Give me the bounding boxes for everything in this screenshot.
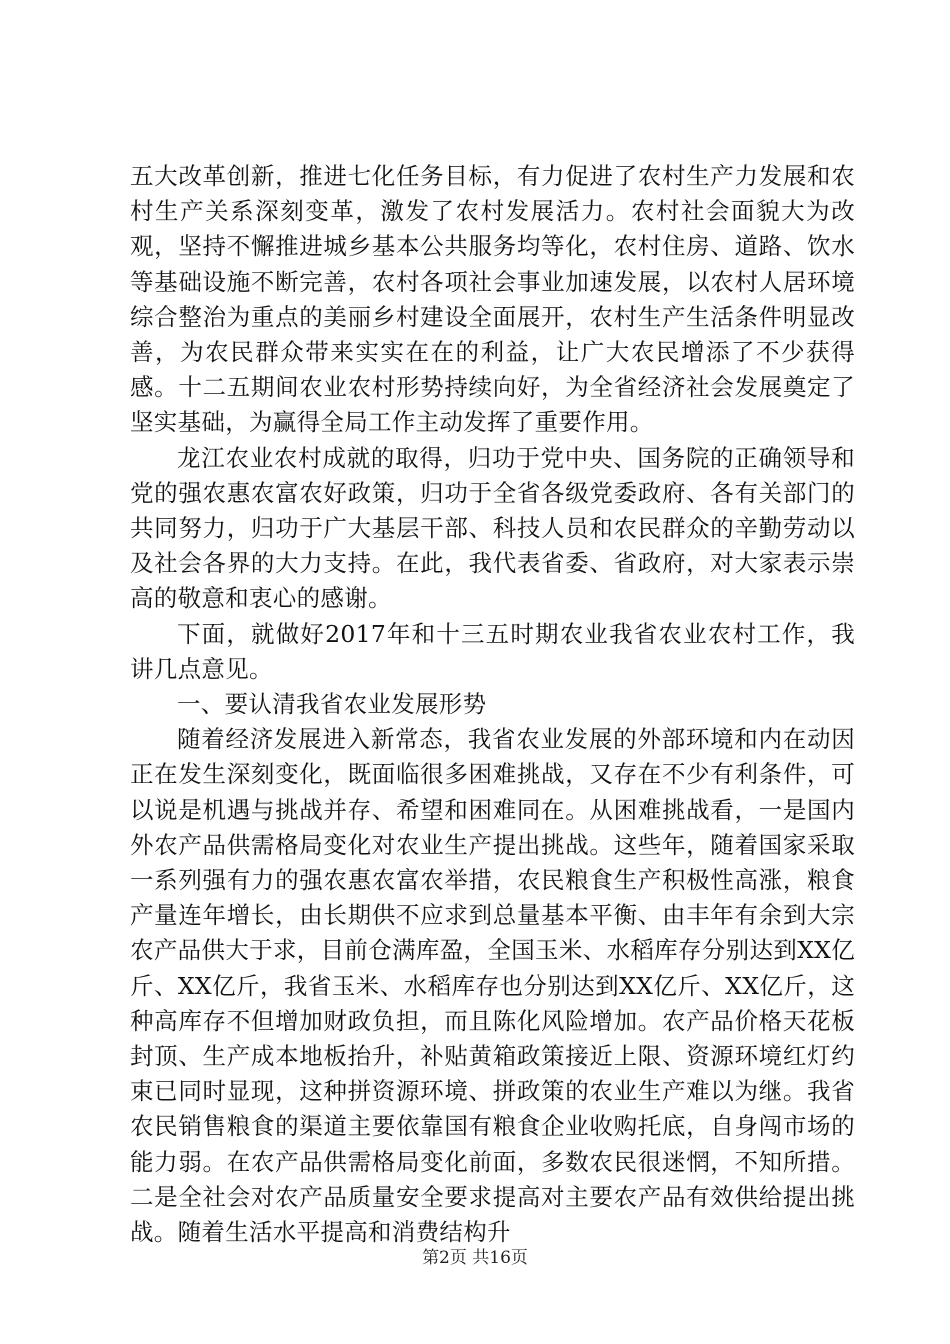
paragraph: 下面，就做好2017年和十三五时期农业我省农业农村工作，我讲几点意见。	[130, 619, 855, 683]
paragraph: 龙江农业农村成就的取得，归功于党中央、国务院的正确领导和党的强农惠农富农好政策，归功于全省各级党委政府、各有关部门的共同努力，归功于广大基层干部、科技人员和农民群众的辛勤劳动以及社会各界的大力支持。在此，我代表省委、省政府，对大家表示崇高的敬意和衷心的感谢。	[130, 443, 855, 613]
paragraph: 随着经济发展进入新常态，我省农业发展的外部环境和内在动因正在发生深刻变化，既面临很多困难挑战，又存在不少有利条件，可以说是机遇与挑战并存、希望和困难同在。从困难挑战看，一是国内外农产品供需格局变化对农业生产提出挑战。这些年，随着国家采取一系列强有力的强农惠农富农举措，农民粮食生产积极性高涨，粮食产量连年增长，由长期供不应求到总量基本平衡、由丰年有余到大宗农产品供大于求，目前仓满库盈，全国玉米、水稻库存分别达到XX亿斤、XX亿斤，我省玉米、水稻库存也分别达到XX亿斤、XX亿斤，这种高库存不但增加财政负担，而且陈化风险增加。农产品价格天花板封顶、生产成本地板抬升，补贴黄箱政策接近上限、资源环境红灯约束已同时显现，这种拼资源环境、拼政策的农业生产难以为继。我省农民销售粮食的渠道主要依靠国有粮食企业收购托底，自身闯市场的能力弱。在农产品供需格局变化前面，多数农民很迷惘，不知所措。二是全社会对农产品质量安全要求提高对主要农产品有效供给提出挑战。随着生活水平提高和消费结构升	[130, 725, 855, 1247]
section-heading: 一、要认清我省农业发展形势	[177, 690, 487, 719]
page-footer: 第2页 共16页	[422, 1248, 528, 1268]
paragraph: 五大改革创新，推进七化任务目标，有力促进了农村生产力发展和农村生产关系深刻变革，激发了农村发展活力。农村社会面貌大为改观，坚持不懈推进城乡基本公共服务均等化，农村住房、道路、饮水等基础设施不断完善，农村各项社会事业加速发展，以农村人居环境综合整治为重点的美丽乡村建设全面展开，农村生产生活条件明显改善，为农民群众带来实实在在的利益，让广大农民增添了不少获得感。十二五期间农业农村形势持续向好，为全省经济社会发展奠定了坚实基础，为赢得全局工作主动发挥了重要作用。	[130, 162, 855, 437]
document-body	[130, 159, 855, 1250]
